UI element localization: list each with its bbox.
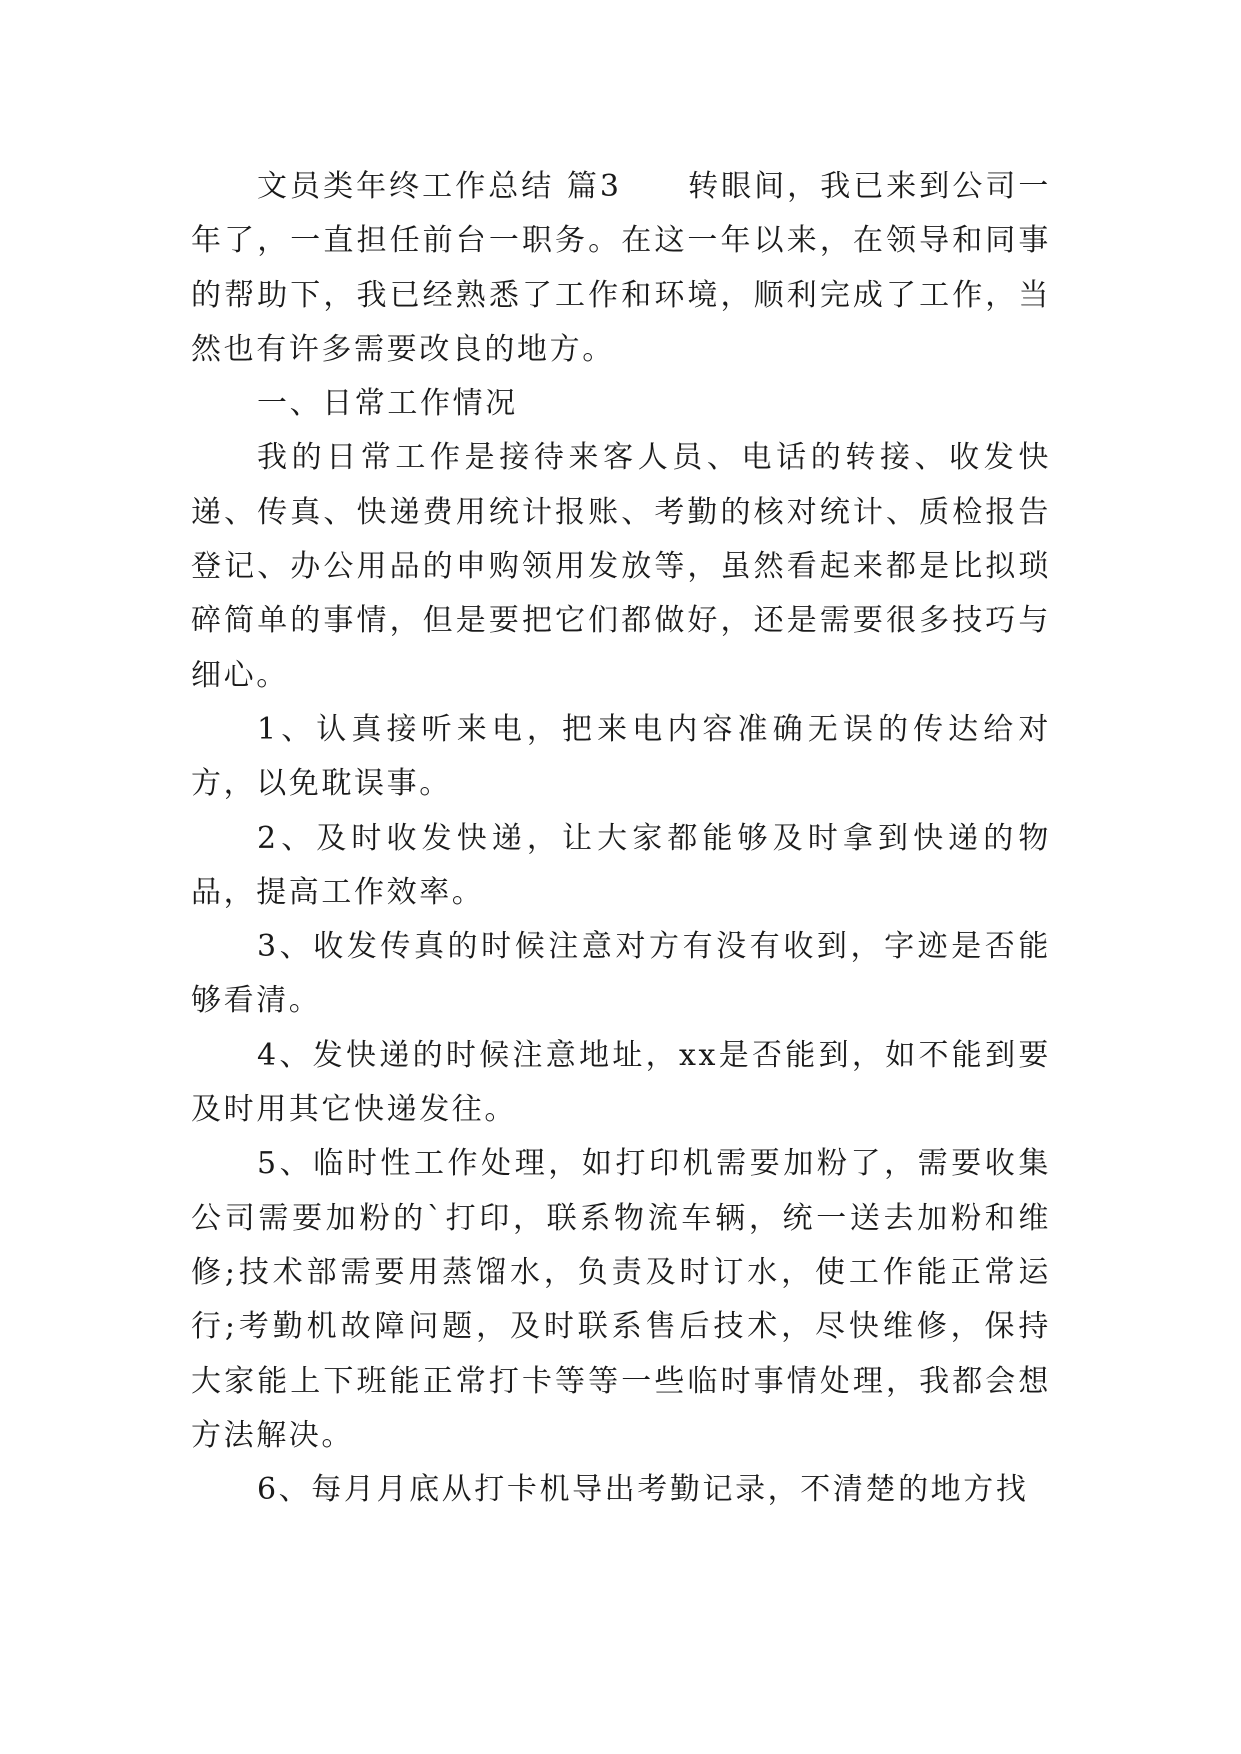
- item-1-paragraph: 1、认真接听来电，把来电内容准确无误的传达给对方，以免耽误事。: [191, 711, 1051, 802]
- daily-work-paragraph: 我的日常工作是接待来客人员、电话的转接、收发快递、传真、快递费用统计报账、考勤的核对统计、质检报告登记、办公用品的申购领用发放等，虽然看起来都是比拟琐碎简单的事情，但是要把它们都做好，还是需要很多技巧与细心。: [191, 440, 1051, 693]
- section-heading-daily-work: 一、日常工作情况: [257, 386, 518, 422]
- item-6-paragraph: 6、每月月底从打卡机导出考勤记录，不清楚的地方找: [257, 1472, 1029, 1508]
- item-2-paragraph: 2、及时收发快递，让大家都能够及时拿到快递的物品，提高工作效率。: [191, 820, 1051, 910]
- item-3-paragraph: 3、收发传真的时候注意对方有没有收到，字迹是否能够看清。: [191, 929, 1051, 1019]
- document-page: [191, 160, 1051, 1517]
- item-5-paragraph: 5、临时性工作处理，如打印机需要加粉了，需要收集公司需要加粉的`打印，联系物流车辆，统一送去加粉和维修;技术部需要用蒸馏水，负责及时订水，使工作能正常运行;考勤机故障问题，及时联系售后技术，尽快维修，保持大家能上下班能正常打卡等等一些临时事情处理，我都会想方法解决。: [191, 1146, 1051, 1453]
- intro-paragraph: 文员类年终工作总结 篇3 转眼间，我已来到公司一年了，一直担任前台一职务。在这一年以来，在领导和同事的帮助下，我已经熟悉了工作和环境，顺利完成了工作，当然也有许多需要改良的地方。: [191, 169, 1051, 367]
- item-4-paragraph: 4、发快递的时候注意地址，xx是否能到，如不能到要及时用其它快递发往。: [191, 1037, 1051, 1128]
